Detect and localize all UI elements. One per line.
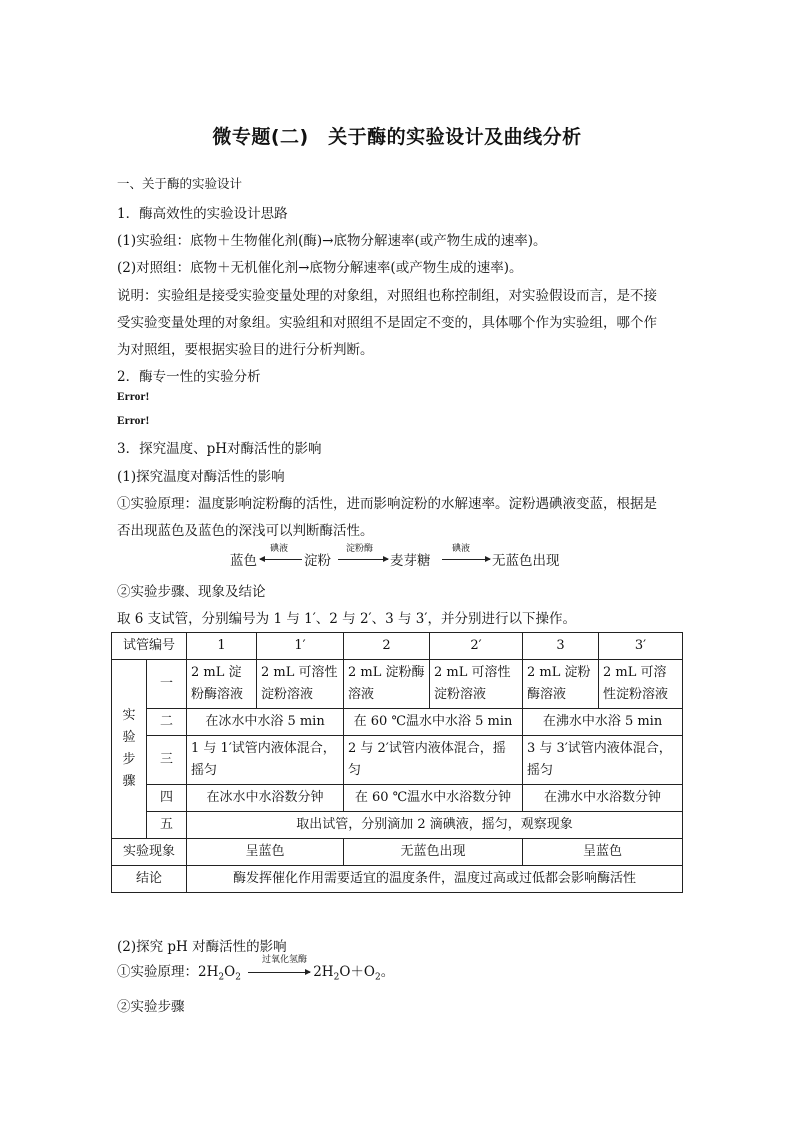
arrow-right-icon	[442, 559, 490, 560]
step4-cell: 在冰水中水浴数分钟	[187, 785, 344, 812]
phenomenon-cell: 呈蓝色	[187, 839, 344, 866]
error-text-1: Error!	[117, 391, 150, 403]
control-group-text: (2)对照组：底物＋无机催化剂→底物分解速率(或产物生成的速率)。	[117, 260, 523, 276]
subheading-ph: (2)探究 pH 对酶活性的影响	[117, 939, 287, 955]
step-number: 一	[147, 660, 187, 709]
error-text-2: Error!	[117, 415, 150, 427]
blue-label: 蓝色	[230, 553, 257, 569]
step3-cell: 1 与 1′试管内液体混合，摇匀	[187, 736, 344, 785]
table-row	[112, 660, 683, 709]
step-number: 二	[147, 709, 187, 736]
tube-number-label: 试管编号	[112, 633, 187, 660]
steps-char: 步	[122, 752, 136, 767]
arrow-left-icon	[260, 559, 302, 560]
subheading-temperature: (1)探究温度对酶活性的影响	[117, 469, 285, 485]
tube-cell: 2	[344, 633, 430, 660]
steps-heading: ②实验步骤、现象及结论	[117, 584, 266, 600]
experiment-table	[111, 632, 683, 893]
step4-cell: 在沸水中水浴数分钟	[523, 785, 683, 812]
steps2-heading: ②实验步骤	[117, 999, 185, 1015]
subheading-efficiency: 1．酶高效性的实验设计思路	[117, 206, 288, 222]
tube-cell: 2′	[430, 633, 523, 660]
table-row	[112, 785, 683, 812]
reaction-diagram	[230, 541, 610, 573]
starch-label: 淀粉	[304, 553, 331, 569]
step-number: 四	[147, 785, 187, 812]
note-line-2: 受实验变量处理的对象组。实验组和对照组不是固定不变的，具体哪个作为实验组，哪个作	[117, 315, 657, 331]
table-row	[112, 736, 683, 785]
step2-cell: 在沸水中水浴 5 min	[523, 709, 683, 736]
table-row	[112, 633, 683, 660]
conclusion-cell: 酶发挥催化作用需要适宜的温度条件，温度过高或过低都会影响酶活性	[187, 866, 683, 893]
amylase-label: 淀粉酶	[346, 544, 374, 554]
maltose-label: 麦芽糖	[390, 553, 431, 569]
step1-cell: 2 mL 淀粉酶溶液	[187, 660, 257, 709]
principle-line-1: ①实验原理：温度影响淀粉酶的活性，进而影响淀粉的水解速率。淀粉遇碘液变蓝，根据是	[117, 496, 657, 512]
tube-cell: 3	[523, 633, 599, 660]
principle-label: ①实验原理：2H	[117, 964, 219, 980]
conclusion-label: 结论	[112, 866, 187, 893]
steps-intro: 取 6 支试管，分别编号为 1 与 1′、2 与 2′、3 与 3′，并分别进行以下操作。	[117, 611, 576, 627]
table-row	[112, 709, 683, 736]
catalase-label: 过氧化氢酶	[262, 955, 308, 965]
experiment-group-text: (1)实验组：底物＋生物催化剂(酶)→底物分解速率(或产物生成的速率)。	[117, 233, 547, 249]
step1-cell: 2 mL 可溶性淀粉溶液	[257, 660, 344, 709]
iodine-catalyst-label-2: 碘液	[452, 544, 471, 554]
step1-cell: 2 mL 淀粉酶溶液	[344, 660, 430, 709]
step1-cell: 2 mL 可溶性淀粉溶液	[430, 660, 523, 709]
steps-char: 骤	[122, 774, 136, 789]
tube-cell: 1	[187, 633, 257, 660]
step1-cell: 2 mL 淀粉酶溶液	[523, 660, 599, 709]
phenomenon-cell: 无蓝色出现	[344, 839, 523, 866]
no-blue-label: 无蓝色出现	[492, 553, 560, 569]
step-number: 三	[147, 736, 187, 785]
arrow-right-icon	[248, 972, 310, 973]
step1-cell: 2 mL 可溶性淀粉溶液	[599, 660, 683, 709]
note-line-3: 为对照组，要根据实验目的进行分析判断。	[117, 342, 374, 358]
principle-line-2: 否出现蓝色及蓝色的深浅可以判断酶活性。	[117, 523, 374, 539]
steps-char: 验	[122, 730, 136, 745]
ph-principle-equation: ①实验原理：$2H_2O_2$ 过氧化氢酶 $2H_2O+O_2$。	[117, 960, 394, 983]
step2-cell: 在 60 ℃温水中水浴 5 min	[344, 709, 523, 736]
table-row	[112, 812, 683, 839]
iodine-catalyst-label: 碘液	[270, 544, 289, 554]
steps-vertical-label	[112, 660, 147, 839]
step3-cell: 3 与 3′试管内液体混合，摇匀	[523, 736, 683, 785]
subheading-specificity: 2．酶专一性的实验分析	[117, 369, 261, 385]
steps-char: 实	[122, 708, 136, 723]
step5-cell: 取出试管，分别滴加 2 滴碘液，摇匀，观察现象	[187, 812, 683, 839]
phenomenon-label: 实验现象	[112, 839, 187, 866]
phenomenon-cell: 呈蓝色	[523, 839, 683, 866]
step4-cell: 在 60 ℃温水中水浴数分钟	[344, 785, 523, 812]
tube-cell: 3′	[599, 633, 683, 660]
section-heading: 一、关于酶的实验设计	[117, 176, 243, 191]
step2-cell: 在冰水中水浴 5 min	[187, 709, 344, 736]
tube-cell: 1′	[257, 633, 344, 660]
note-line-1: 说明：实验组是接受实验变量处理的对象组，对照组也称控制组，对实验假设而言，是不接	[117, 288, 657, 304]
subheading-temperature-ph: 3．探究温度、pH对酶活性的影响	[117, 441, 322, 457]
page-title: 微专题(二) 关于酶的实验设计及曲线分析	[212, 126, 582, 148]
table-row	[112, 839, 683, 866]
arrow-right-icon	[338, 559, 388, 560]
step3-cell: 2 与 2′试管内液体混合，摇匀	[344, 736, 523, 785]
step-number: 五	[147, 812, 187, 839]
table-row	[112, 866, 683, 893]
